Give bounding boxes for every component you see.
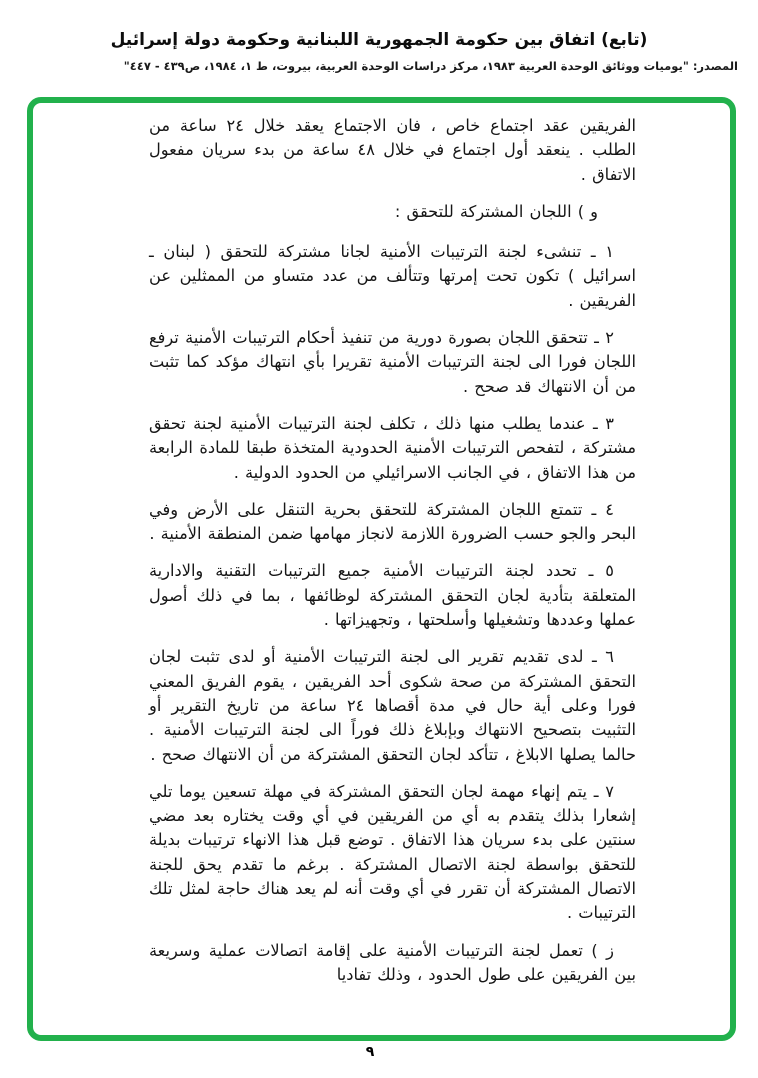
- page-number: ٩: [365, 1044, 375, 1060]
- paragraph: ٢ ـ تتحقق اللجان بصورة دورية من تنفيذ أحكام الترتيبات الأمنية ترفع اللجان فورا الى لجنة الترتيبات الأمنية تقريرا بأي انتهاك مؤكد كما تثبت من أن الانتهاك قد صحح .: [149, 328, 636, 396]
- paragraph: ٦ ـ لدى تقديم تقرير الى لجنة الترتيبات الأمنية أو لدى تثبت لجان التحقق المشتركة من صحة شكوى أحد الفريقين ، يقوم الفريق المعني فورا وعلى أية حال في مدة أقصاها ٢٤ ساعة من تاريخ التقرير أو التثبيت بتصحيح الانتهاك وبإبلاغ ذلك فوراً الى لجنة الترتيبات الأمنية . حالما يصلها الابلاغ ، تتأكد لجان التحقق المشتركة من أن الانتهاك صحح .: [149, 647, 636, 764]
- green-border-box: [27, 97, 736, 1041]
- source-citation: المصدر: "يوميات ووثائق الوحدة العربية ١٩٨٣، مركز دراسات الوحدة العربية، بيروت، ط ١، ١٩٨٤، ص٤٣٩ - ٤٤٧": [123, 59, 738, 73]
- paragraph: و ) اللجان المشتركة للتحقق :: [394, 201, 598, 221]
- paragraph: الفريقين عقد اجتماع خاص ، فان الاجتماع يعقد خلال ٢٤ ساعة من الطلب . ينعقد أول اجتماع في خلال ٤٨ ساعة من بدء سريان مفعول الاتفاق .: [149, 116, 636, 184]
- paragraph: ز ) تعمل لجنة الترتيبات الأمنية على إقامة اتصالات عملية وسريعة بين الفريقين على طول الحدود ، وذلك تفاديا: [149, 940, 636, 984]
- paragraph: ٥ ـ تحدد لجنة الترتيبات الأمنية جميع الترتيبات التقنية والادارية المتعلقة بتأدية لجان التحقق المشتركة لوظائفها ، بما في ذلك أصول عملها وعددها وتشغيلها وأسلحتها ، وتجهيزاتها .: [149, 561, 636, 630]
- paragraphs: [33, 103, 730, 987]
- page-title: (تابع) اتفاق بين حكومة الجمهورية اللبنانية وحكومة دولة إسرائيل: [110, 30, 648, 50]
- paragraph: ٣ ـ عندما يطلب منها ذلك ، تكلف لجنة الترتيبات الأمنية لجنة تحقق مشتركة ، لتفحص الترتيبات الأمنية الحدودية المتخذة طبقا للمادة الرابعة من هذا الاتفاق ، في الجانب الاسرائيلي من الحدود الدولية .: [149, 413, 636, 482]
- paragraph: ٤ ـ تتمتع اللجان المشتركة للتحقق بحرية التنقل على الأرض وفي البحر والجو حسب الضرورة اللازمة لانجاز مهامها ضمن المنطقة الأمنية .: [149, 499, 636, 544]
- document-header: [0, 0, 758, 73]
- paragraph: ٧ ـ يتم إنهاء مهمة لجان التحقق المشتركة في مهلة تسعين يوما تلي إشعارا بذلك يتقدم به أي من الفريقين في أي وقت يختاره بعد مضي سنتين على بدء سريان هذا الاتفاق . توضع قبل هذا الانهاء ترتيبات بديلة للتحقق بواسطة لجنة الاتصال المشتركة . برغم ما تقدم يحق للجنة الاتصال المشتركة أن تقرر في أي وقت أنه لم يعد هناك حاجة لمثل تلك الترتيبات .: [149, 781, 636, 923]
- paragraph: ١ ـ تنشىء لجنة الترتيبات الأمنية لجانا مشتركة للتحقق ( لبنان ـ اسرائيل ) تكون تحت إمرتها وتتألف من عدد متساو من الممثلين عن الفريقين .: [149, 242, 636, 310]
